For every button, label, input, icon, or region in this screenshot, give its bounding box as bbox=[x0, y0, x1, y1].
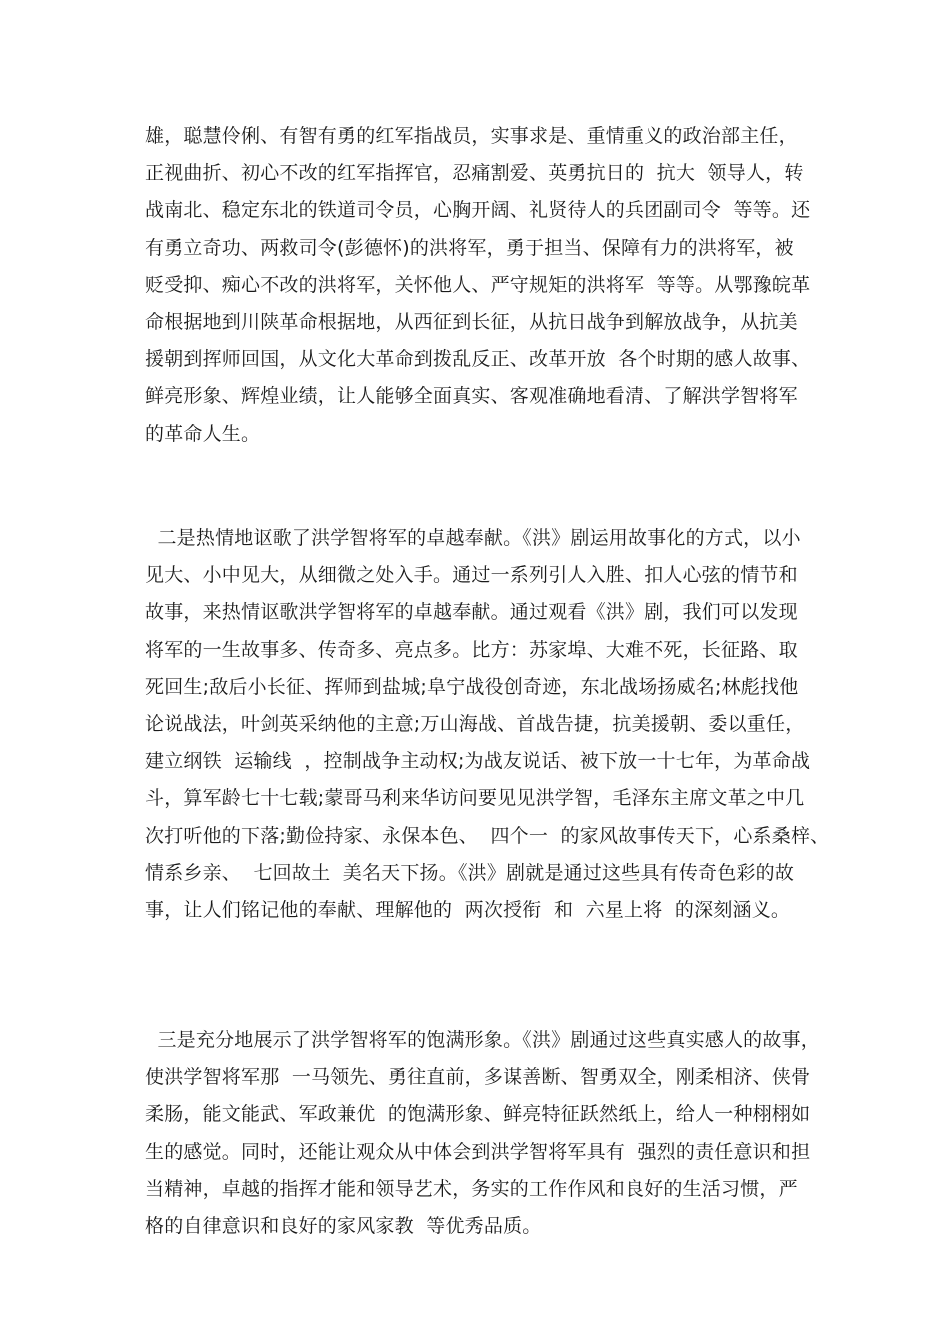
text-line: 斗，算军龄七十七载;蒙哥马利来华访问要见见洪学智，毛泽东主席文革之中几 bbox=[145, 787, 805, 810]
text-line: 的革命人生。 bbox=[145, 422, 261, 445]
text-line: 次打听他的下落;勤俭持家、永保本色、 四个一 的家风故事传天下，心系桑梓、 bbox=[145, 824, 830, 847]
text-line: 有勇立奇功、两救司令(彭德怀)的洪将军，勇于担当、保障有力的洪将军，被 bbox=[145, 236, 794, 259]
text-line: 三是充分地展示了洪学智将军的饱满形象。《洪》剧通过这些真实感人的故事， bbox=[145, 1029, 820, 1051]
text-line: 死回生;敌后小长征、挥师到盐城;阜宁战役创奇迹，东北战场扬威名;林彪找他 bbox=[145, 675, 799, 698]
text-line: 鲜亮形象、辉煌业绩，让人能够全面真实、客观准确地看清、了解洪学智将军 bbox=[145, 385, 798, 408]
text-line: 战南北、稳定东北的铁道司令员，心胸开阔、礼贤待人的兵团副司令 等等。还 bbox=[145, 199, 811, 222]
text-line: 生的感觉。同时，还能让观众从中体会到洪学智将军具有 强烈的责任意识和担 bbox=[145, 1140, 811, 1163]
text-line: 格的自律意识和良好的家风家教 等优秀品质。 bbox=[145, 1214, 542, 1237]
text-line: 二是热情地讴歌了洪学智将军的卓越奉献。《洪》剧运用故事化的方式，以小 bbox=[145, 527, 801, 549]
paragraph-1 bbox=[145, 118, 835, 453]
text-line: 见大、小中见大，从细微之处入手。通过一系列引人入胜、扣人心弦的情节和 bbox=[145, 564, 798, 587]
text-line: 论说战法，叶剑英采纳他的主意;万山海战、首战告捷，抗美援朝、委以重任， bbox=[145, 712, 805, 735]
text-line: 将军的一生故事多、传奇多、亮点多。比方：苏家埠、大难不死，长征路、取 bbox=[145, 638, 798, 661]
text-line: 援朝到挥师回国，从文化大革命到拨乱反正、改革开放 各个时期的感人故事、 bbox=[145, 348, 811, 371]
text-line: 建立纲铁 运输线 ，控制战争主动权;为战友说话、被下放一十七年，为革命战 bbox=[145, 750, 811, 773]
paragraph-3 bbox=[145, 1022, 835, 1245]
text-line: 贬受抑、痴心不改的洪将军，关怀他人、严守规矩的洪将军 等等。从鄂豫皖革 bbox=[145, 273, 811, 296]
paragraph-2 bbox=[145, 520, 835, 929]
text-line: 事，让人们铭记他的奉献、理解他的 两次授衔 和 六星上将 的深刻涵义。 bbox=[145, 898, 791, 921]
text-line: 故事，来热情讴歌洪学智将军的卓越奉献。通过观看《洪》剧，我们可以发现 bbox=[145, 601, 798, 624]
text-line: 命根据地到川陕革命根据地，从西征到长征，从抗日战争到解放战争，从抗美 bbox=[145, 310, 798, 333]
text-line: 情系乡亲、 七回故土 美名天下扬。《洪》剧就是通过这些具有传奇色彩的故 bbox=[145, 861, 795, 884]
text-line: 使洪学智将军那 一马领先、勇往直前，多谋善断、智勇双全，刚柔相济、侠骨 bbox=[145, 1066, 811, 1089]
text-line: 雄，聪慧伶俐、有智有勇的红军指战员，实事求是、重情重义的政治部主任， bbox=[145, 125, 798, 147]
text-line: 正视曲折、初心不改的红军指挥官，忍痛割爱、英勇抗日的 抗大 领导人，转 bbox=[145, 162, 804, 185]
text-line: 柔肠，能文能武、军政兼优 的饱满形象、鲜亮特征跃然纸上，给人一种栩栩如 bbox=[145, 1103, 811, 1126]
text-line: 当精神，卓越的指挥才能和领导艺术，务实的工作作风和良好的生活习惯，严 bbox=[145, 1177, 798, 1200]
